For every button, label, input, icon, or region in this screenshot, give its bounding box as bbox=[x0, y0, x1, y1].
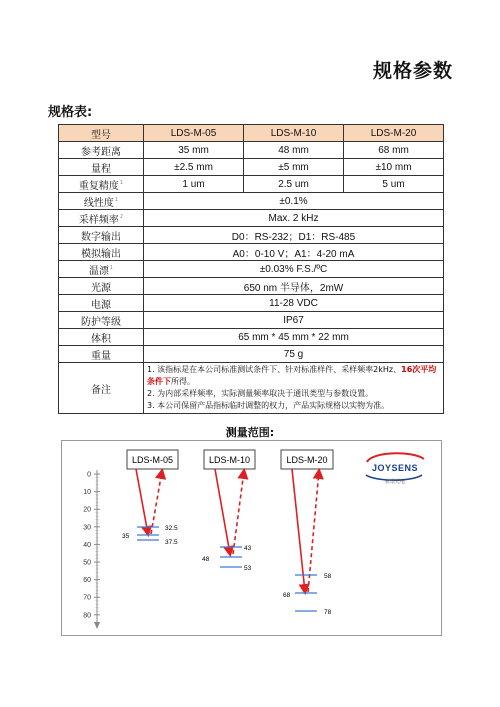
axis-tick-label: 40 bbox=[83, 541, 91, 549]
beam-emit bbox=[215, 469, 230, 554]
range-svg bbox=[62, 441, 441, 635]
row-label: 体积 bbox=[59, 329, 144, 346]
axis-arrow-icon bbox=[94, 622, 100, 629]
footnote-mark: 2 bbox=[119, 214, 124, 221]
note-1: 1. 该指标是在本公司标准测试条件下、针对标准样件、采样频率2kHz、16次平均条件下所得。 bbox=[147, 365, 437, 386]
table-row bbox=[59, 295, 444, 312]
header-cell: LDS-M-05 bbox=[144, 125, 244, 142]
row-label: 模拟输出 bbox=[59, 244, 144, 261]
spec-table-label: 规格表: bbox=[48, 105, 93, 120]
range-value: 68 bbox=[283, 592, 291, 599]
table-cell: 1 um bbox=[144, 176, 244, 193]
page-title: 规格参数 bbox=[372, 60, 453, 82]
axis-tick-label: 0 bbox=[87, 471, 91, 479]
axis-tick-label: 80 bbox=[83, 612, 91, 620]
range-value: 78 bbox=[324, 609, 332, 616]
range-value: 58 bbox=[324, 573, 332, 580]
table-cell: D0：RS-232；D1：RS-485 bbox=[144, 227, 444, 244]
table-cell: 68 mm bbox=[344, 142, 444, 159]
row-label: 重复精度$^1$ bbox=[59, 176, 144, 193]
table-row bbox=[59, 142, 444, 159]
table-cell: ±0.1% bbox=[144, 193, 444, 210]
footnote-mark: 1 bbox=[119, 180, 124, 187]
notes-row bbox=[59, 363, 444, 414]
beam-return bbox=[308, 471, 319, 592]
header-cell: LDS-M-20 bbox=[344, 125, 444, 142]
table-cell: 650 nm 半导体，2mW bbox=[144, 278, 444, 295]
axis-tick-label: 30 bbox=[83, 524, 91, 532]
table-cell: Max. 2 kHz bbox=[144, 210, 444, 227]
table-cell: 48 mm bbox=[244, 142, 344, 159]
axis-tick-label: 70 bbox=[83, 594, 91, 602]
notes-cell bbox=[144, 363, 444, 414]
table-cell: ±2.5 mm bbox=[144, 159, 244, 176]
row-label: 电源 bbox=[59, 295, 144, 312]
table-row bbox=[59, 244, 444, 261]
table-row bbox=[59, 329, 444, 346]
table-cell: ±5 mm bbox=[244, 159, 344, 176]
table-cell: 35 mm bbox=[144, 142, 244, 159]
table-cell: ±10 mm bbox=[344, 159, 444, 176]
table-cell: 5 um bbox=[344, 176, 444, 193]
svg-text:JOYSENS: JOYSENS bbox=[371, 463, 419, 473]
measurement-range-diagram bbox=[61, 440, 442, 636]
row-label: 量程 bbox=[59, 159, 144, 176]
beam-emit bbox=[136, 469, 148, 534]
footnote-mark: 1 bbox=[109, 265, 114, 272]
table-cell: ±0.03% F.S./ºC bbox=[144, 261, 444, 278]
table-row bbox=[59, 210, 444, 227]
table-row bbox=[59, 278, 444, 295]
table-header-row bbox=[59, 125, 444, 142]
row-label: 防护等级 bbox=[59, 312, 144, 329]
range-title: 测量范围: bbox=[225, 426, 275, 439]
row-label: 光源 bbox=[59, 278, 144, 295]
spec-table bbox=[58, 124, 444, 414]
axis-tick-label: 50 bbox=[83, 559, 91, 567]
table-row bbox=[59, 159, 444, 176]
range-value: 32.5 bbox=[165, 525, 178, 532]
range-value: 35 bbox=[122, 533, 130, 540]
header-cell: 型号 bbox=[59, 125, 144, 142]
table-row bbox=[59, 346, 444, 363]
row-label: 温漂$^1$ bbox=[59, 261, 144, 278]
axis-tick-label: 20 bbox=[83, 506, 91, 514]
row-label: 参考距离 bbox=[59, 142, 144, 159]
row-label: 采样频率$^2$ bbox=[59, 210, 144, 227]
table-row bbox=[59, 312, 444, 329]
beam-emit bbox=[292, 469, 305, 592]
table-cell: A0：0-10 V；A1：4-20 mA bbox=[144, 244, 444, 261]
row-label: 数字输出 bbox=[59, 227, 144, 244]
table-cell: 75 g bbox=[144, 346, 444, 363]
svg-text:杭谱光电: 杭谱光电 bbox=[384, 479, 406, 485]
range-value: 48 bbox=[202, 556, 210, 563]
sensor-label-m05: LDS-M-05 bbox=[131, 455, 174, 465]
footnote-mark: 1 bbox=[114, 197, 119, 204]
table-row bbox=[59, 261, 444, 278]
header-cell: LDS-M-10 bbox=[244, 125, 344, 142]
range-value: 43 bbox=[244, 545, 252, 552]
beam-return bbox=[151, 471, 162, 534]
note-3: 3. 本公司保留产品指标临时调整的权力，产品实际规格以实物为准。 bbox=[147, 401, 390, 410]
axis-tick-label: 10 bbox=[83, 489, 91, 497]
table-cell: 11-28 VDC bbox=[144, 295, 444, 312]
row-label: 备注 bbox=[59, 363, 144, 414]
table-row bbox=[59, 176, 444, 193]
table-cell: IP67 bbox=[144, 312, 444, 329]
row-label: 重量 bbox=[59, 346, 144, 363]
row-label: 线性度$^1$ bbox=[59, 193, 144, 210]
sensor-label-m20: LDS-M-20 bbox=[286, 455, 328, 465]
range-value: 37.5 bbox=[165, 539, 178, 546]
table-row bbox=[59, 193, 444, 210]
table-cell: 65 mm * 45 mm * 22 mm bbox=[144, 329, 444, 346]
table-cell: 2.5 um bbox=[244, 176, 344, 193]
sensor-label-m10: LDS-M-10 bbox=[208, 455, 251, 465]
range-value: 53 bbox=[244, 565, 252, 572]
beam-return bbox=[233, 471, 244, 554]
joysens-logo bbox=[366, 453, 424, 485]
note-2: 2. 为内部采样频率，实际测量频率取决于通讯类型与参数设置。 bbox=[147, 389, 374, 398]
table-row bbox=[59, 227, 444, 244]
axis-tick-label: 60 bbox=[83, 577, 91, 585]
